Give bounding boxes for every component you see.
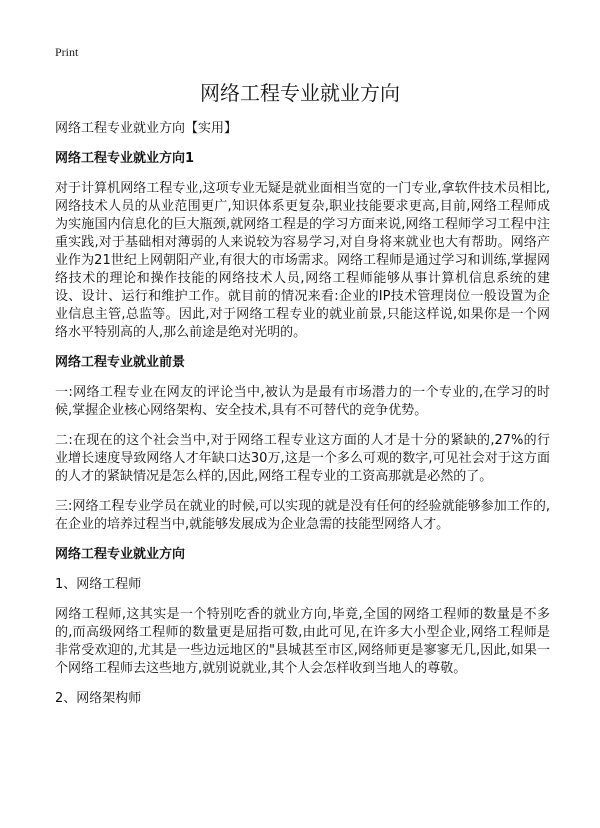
- list-item-network-engineer: 1、网络工程师: [55, 577, 142, 592]
- article-subtitle: 网络工程专业就业方向【实用】: [55, 121, 238, 136]
- page-title: 网络工程专业就业方向: [200, 81, 400, 105]
- article-body: [55, 120, 550, 720]
- prospects-paragraph-2: 二:在现在的这个社会当中,对于网络工程专业这方面的人才是十分的紧缺的,27%的行业增长速度导致网络人才年缺口达30万,这是一个多么可观的数字,可见社会对于这方面的人才的紧缺情况是怎么样的,因此,网络工程专业的工资高那就是必然的了。: [55, 433, 550, 484]
- section-heading-direction-1: 网络工程专业就业方向1: [55, 151, 195, 166]
- prospects-paragraph-1: 一:网络工程专业在网友的评论当中,被认为是最有市场潜力的一个专业的,在学习的时候,掌握企业核心网络架构、安全技术,具有不可替代的竞争优势。: [55, 385, 550, 418]
- print-link[interactable]: Print: [55, 45, 79, 59]
- section-1-paragraph: 对于计算机网络工程专业,这项专业无疑是就业面相当宽的一门专业,拿软件技术员相比,网络技术人员的从业范围更广,知识体系更复杂,职业技能要求更高,目前,网络工程师成为实施国内信息化的巨大瓶颈,就网络工程是的学习方面来说,网络工程师学习工程中注重实践,对于基础相对薄弱的人来说较为容易学习,对自身将来就业也大有帮助。网络产业作为21世纪上网朝阳产业,有很大的市场需求。网络工程师是通过学习和训练,掌握网络技术的理论和操作技能的网络技术人员,网络工程师能够从事计算机信息系统的建设、设计、运行和维护工作。就目前的情况来看:企业的IP技术管理岗位一般设置为企业信息主管,总监等。因此,对于网络工程专业的就业前景,只能这样说,如果你是一个网络水平特别高的人,那么前途是绝对光明的。: [55, 181, 550, 340]
- section-heading-prospects: 网络工程专业就业前景: [55, 355, 186, 370]
- section-heading-directions: 网络工程专业就业方向: [55, 547, 186, 562]
- list-item-network-architect: 2、网络架构师: [55, 691, 142, 706]
- network-engineer-paragraph: 网络工程师,这其实是一个特别吃香的就业方向,毕竟,全国的网络工程师的数量是不多的,而高级网络工程师的数量更是屈指可数,由此可见,在许多大小型企业,网络工程师是非常受欢迎的,尤其是一些边远地区的"县城甚至市区,网络师更是寥寥无几,因此,如果一个网络工程师去这些地方,就别说就业,其个人会怎样收到当地人的尊敬。: [55, 607, 550, 676]
- prospects-paragraph-3: 三:网络工程专业学员在就业的时候,可以实现的就是没有任何的经验就能够参加工作的,在企业的培养过程当中,就能够发展成为企业急需的技能型网络人才。: [55, 499, 550, 532]
